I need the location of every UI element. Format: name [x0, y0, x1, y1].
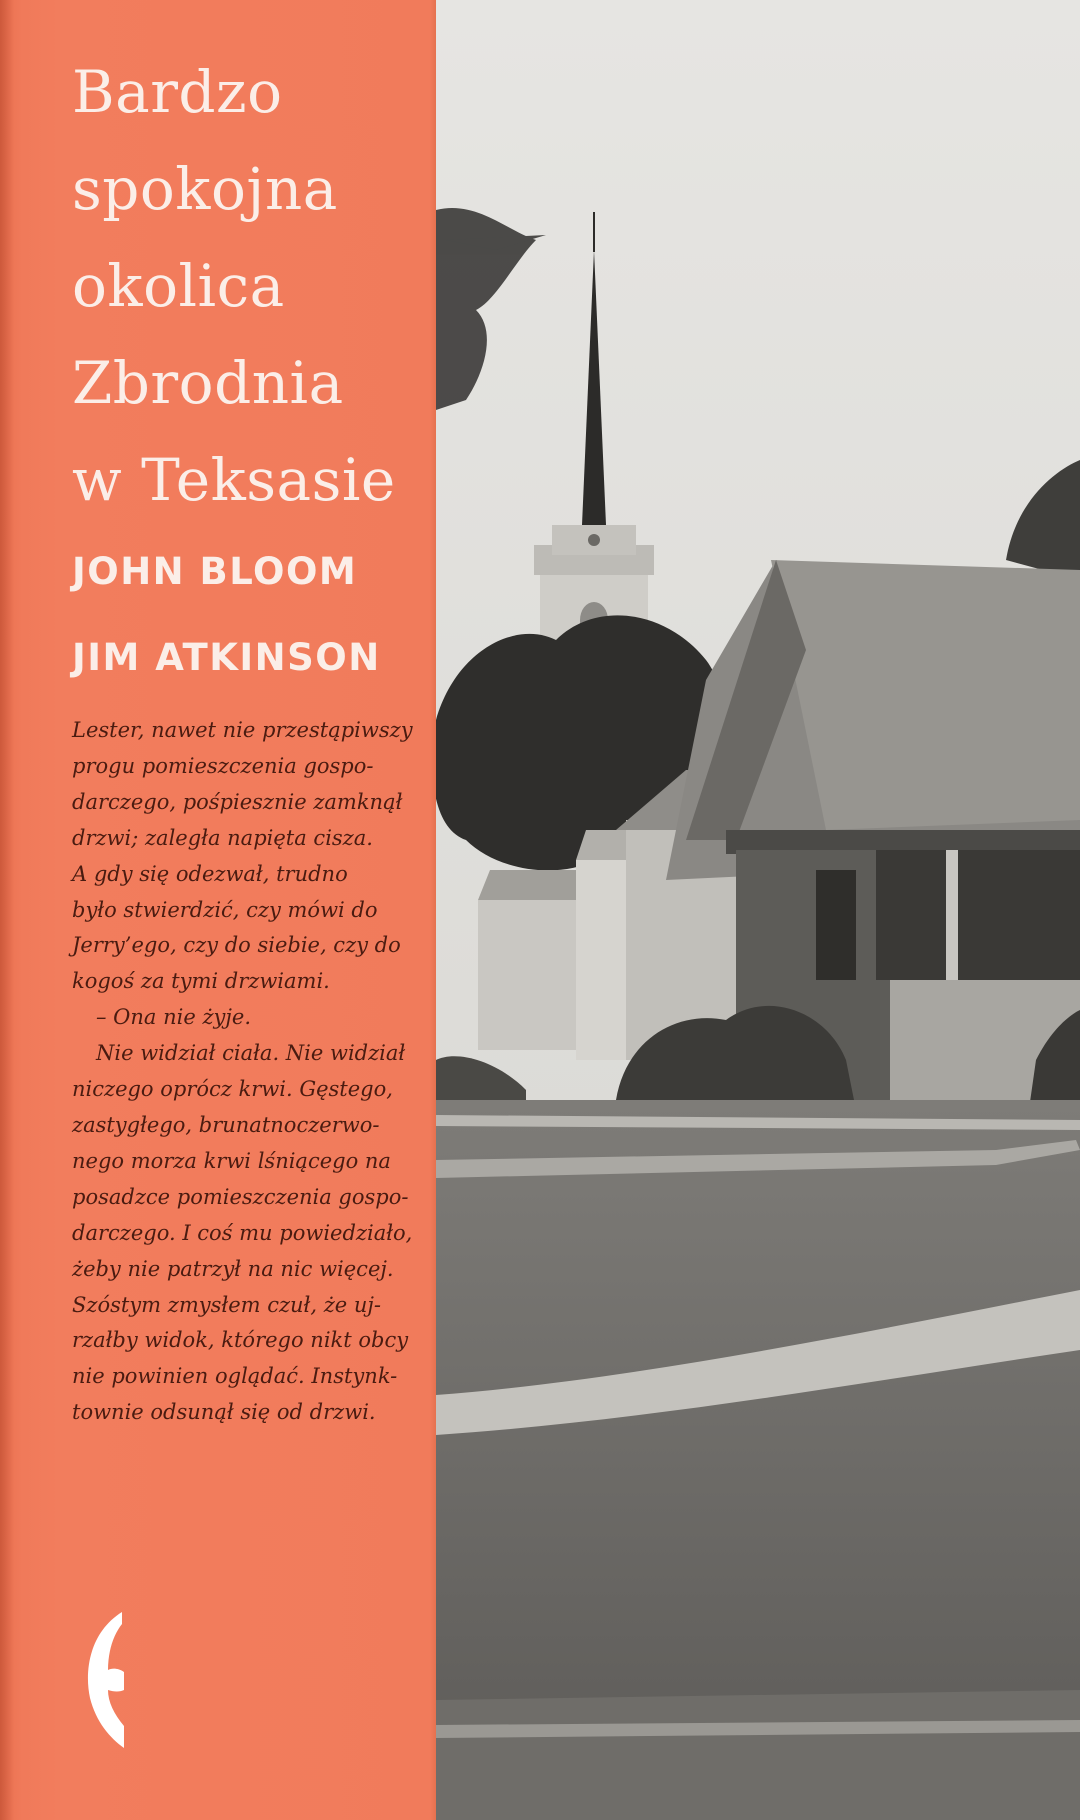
author-name: JIM ATKINSON — [72, 636, 381, 679]
author-name: JOHN BLOOM — [72, 550, 358, 593]
cover-text-panel — [0, 0, 436, 1820]
excerpt-line: posadzce pomieszczenia gospo- — [72, 1184, 409, 1209]
excerpt-line: nie powinien oglądać. Instynk- — [72, 1364, 398, 1389]
excerpt-line: niczego oprócz krwi. Gęstego, — [72, 1077, 393, 1102]
excerpt-line: żeby nie patrzył na nic więcej. — [72, 1256, 394, 1281]
excerpt-line: zastygłego, brunatnoczerwo- — [72, 1112, 380, 1137]
book-title — [72, 44, 432, 529]
excerpt-line: Lester, nawet nie przestąpiwszy — [72, 718, 413, 742]
excerpt-line: darczego, pośpiesznie zamknął — [72, 789, 403, 814]
book-excerpt — [72, 713, 432, 1431]
excerpt-line: Nie widział ciała. Nie widział — [96, 1041, 406, 1066]
excerpt-line: Jerry’ego, czy do siebie, czy do — [72, 933, 401, 958]
excerpt-line: Szóstym zmysłem czuł, że uj- — [72, 1292, 382, 1317]
excerpt-line: drzwi; zaległa napięta cisza. — [72, 825, 373, 850]
excerpt-line: – Ona nie żyje. — [96, 1005, 251, 1030]
subtitle-line: w Teksasie — [72, 446, 396, 514]
title-line: Bardzo — [72, 58, 283, 126]
spine-shadow — [0, 0, 14, 1820]
title-line: okolica — [72, 252, 285, 320]
publisher-logo-icon — [84, 1610, 128, 1750]
subtitle-line: Zbrodnia — [72, 349, 344, 417]
excerpt-line: townie odsunął się od drzwi. — [72, 1400, 376, 1425]
excerpt-line: nego morza krwi lśniącego na — [72, 1148, 391, 1173]
title-line: spokojna — [72, 155, 338, 223]
street-scene-image — [436, 0, 1080, 1820]
excerpt-line: było stwierdzić, czy mówi do — [72, 897, 378, 922]
excerpt-line: progu pomieszczenia gospo- — [72, 753, 374, 778]
excerpt-line: rzałby widok, którego nikt obcy — [72, 1328, 409, 1353]
excerpt-line: darczego. I coś mu powiedziało, — [72, 1220, 413, 1245]
excerpt-line: kogoś za tymi drzwiami. — [72, 969, 330, 994]
excerpt-line: A gdy się odezwał, trudno — [72, 861, 348, 886]
cover-photo — [436, 0, 1080, 1820]
